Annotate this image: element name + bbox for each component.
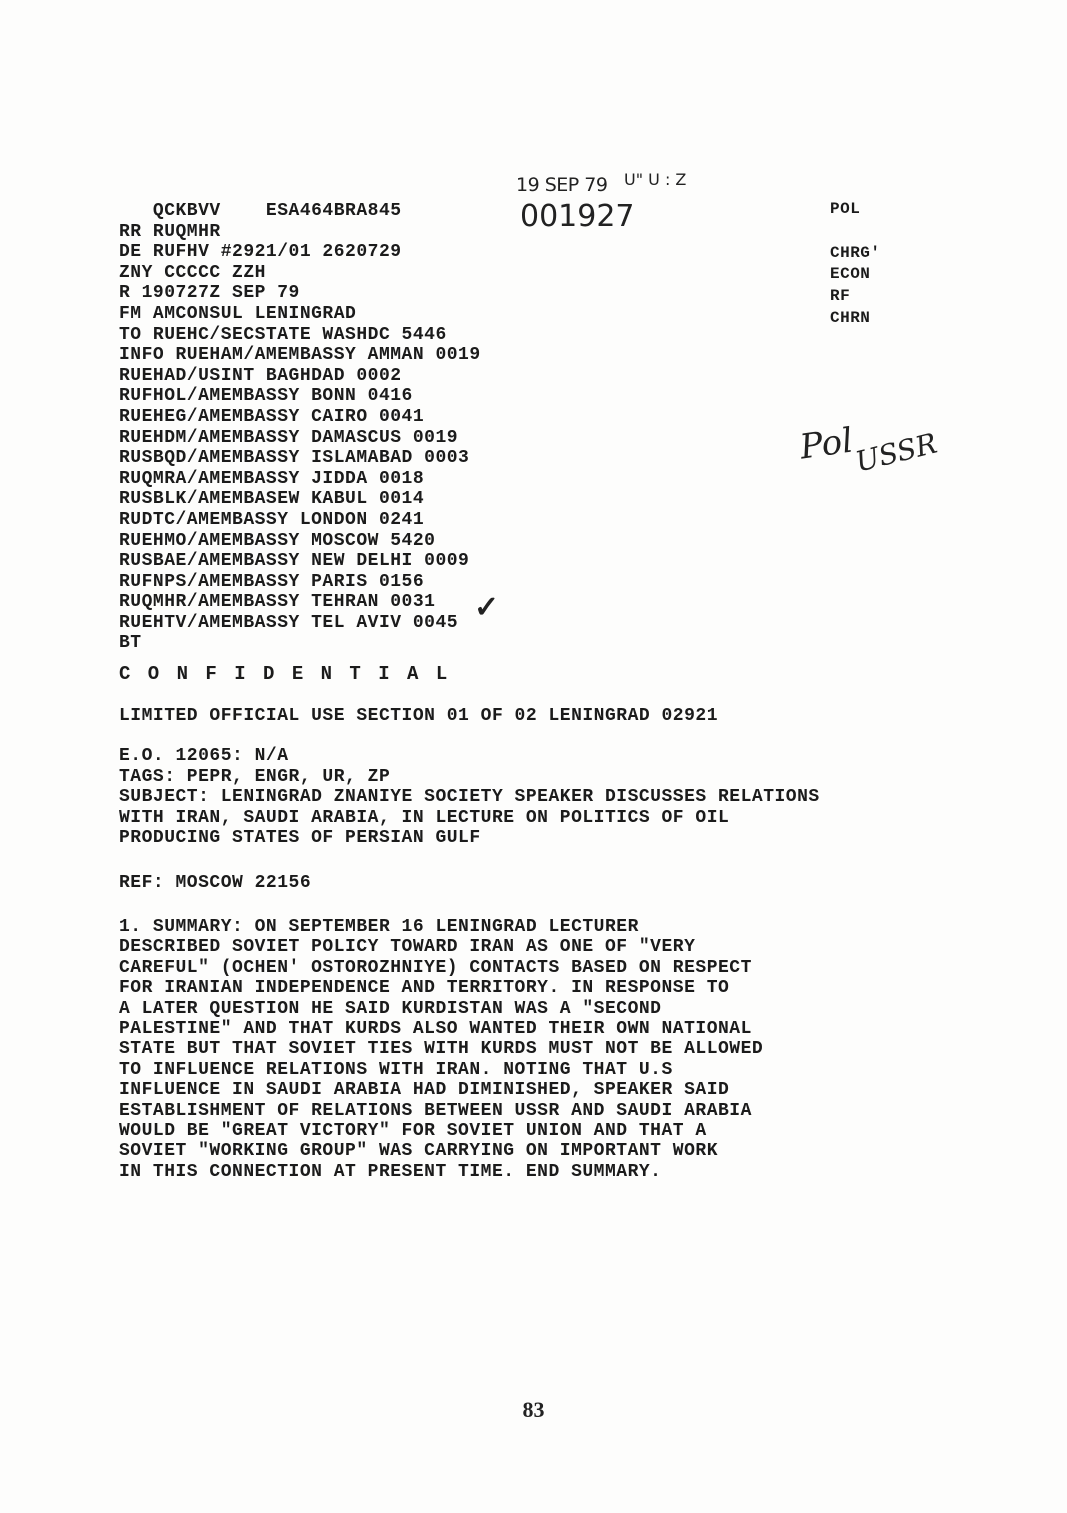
header-line: RUEHEG/AMEMBASSY CAIRO 0041	[119, 406, 425, 427]
handwritten-pol: Pol	[797, 420, 856, 468]
routing-codes	[830, 199, 881, 330]
routing-code	[830, 221, 881, 243]
header-line: RUQMHR/AMEMBASSY TEHRAN 0031	[119, 592, 436, 613]
meta-line: PRODUCING STATES OF PERSIAN GULF	[119, 828, 481, 849]
header-line: TO RUEHC/SECSTATE WASHDC 5446	[119, 324, 447, 345]
limited-official-use-line: LIMITED OFFICIAL USE SECTION 01 OF 02 LENINGRAD 02921	[119, 706, 718, 726]
summary-line: IN THIS CONNECTION AT PRESENT TIME. END SUMMARY.	[119, 1161, 662, 1182]
header-line: RUDTC/AMEMBASSY LONDON 0241	[119, 509, 425, 530]
check-mark: ✓	[474, 590, 500, 625]
header-line: RUSBLK/AMEMBASEW KABUL 0014	[119, 489, 425, 510]
header-line: BT	[119, 633, 142, 654]
routing-code: CHRG'	[830, 243, 881, 262]
handwritten-ussr: USSR	[852, 426, 941, 479]
header-line: RUEHMO/AMEMBASSY MOSCOW 5420	[119, 530, 436, 551]
header-line: RR RUQMHR	[119, 221, 221, 242]
summary-line: SOVIET "WORKING GROUP" WAS CARRYING ON IMPORTANT WORK	[119, 1141, 718, 1162]
summary-line: WOULD BE "GREAT VICTORY" FOR SOVIET UNION AND THAT A	[119, 1121, 707, 1142]
summary-line: CAREFUL" (OCHEN' OSTOROZHNIYE) CONTACTS BASED ON RESPECT	[119, 957, 752, 978]
stamp-extra-marks: U" U : Z	[624, 170, 687, 189]
header-line: R 190727Z SEP 79	[119, 283, 300, 304]
header-line: DE RUFHV #2921/01 2620729	[119, 242, 402, 263]
header-line: INFO RUEHAM/AMEMBASSY AMMAN 0019	[119, 345, 481, 366]
header-line: ZNY CCCCC ZZH	[119, 262, 266, 283]
header-line: QCKBVV ESA464BRA845	[119, 201, 402, 221]
header-block	[119, 201, 481, 654]
header-line: RUFHOL/AMEMBASSY BONN 0416	[119, 386, 413, 407]
header-line: RUSBQD/AMEMBASSY ISLAMABAD 0003	[119, 448, 470, 469]
header-line: RUFNPS/AMEMBASSY PARIS 0156	[119, 571, 425, 592]
routing-code: RF	[830, 287, 851, 306]
header-line: FM AMCONSUL LENINGRAD	[119, 303, 357, 324]
summary-line: 1. SUMMARY: ON SEPTEMBER 16 LENINGRAD LECTURER	[119, 917, 639, 937]
reference-line: REF: MOSCOW 22156	[119, 873, 312, 893]
meta-line: WITH IRAN, SAUDI ARABIA, IN LECTURE ON POLITICS OF OIL	[119, 807, 730, 828]
routing-code: ECON	[830, 265, 871, 284]
meta-line: SUBJECT: LENINGRAD ZNANIYE SOCIETY SPEAKER DISCUSSES RELATIONS	[119, 787, 820, 808]
message-number-stamp: 001927	[520, 199, 635, 234]
routing-code: CHRN	[830, 308, 871, 327]
meta-block	[119, 746, 820, 849]
summary-line: ESTABLISHMENT OF RELATIONS BETWEEN USSR AND SAUDI ARABIA	[119, 1100, 752, 1121]
header-line: RUQMRA/AMEMBASSY JIDDA 0018	[119, 468, 425, 489]
summary-line: FOR IRANIAN INDEPENDENCE AND TERRITORY. IN RESPONSE TO	[119, 978, 730, 999]
meta-line: E.O. 12065: N/A	[119, 746, 289, 766]
header-line: RUEHTV/AMEMBASSY TEL AVIV 0045	[119, 612, 459, 633]
header-line: RUEHAD/USINT BAGHDAD 0002	[119, 365, 402, 386]
routing-code: POL	[830, 200, 861, 218]
header-line: RUSBAE/AMEMBASSY NEW DELHI 0009	[119, 551, 470, 572]
summary-line: DESCRIBED SOVIET POLICY TOWARD IRAN AS ONE OF "VERY	[119, 937, 696, 958]
page-number: 83	[522, 1397, 545, 1422]
summary-line: TO INFLUENCE RELATIONS WITH IRAN. NOTING THAT U.S	[119, 1059, 673, 1080]
classification-line: C O N F I D E N T I A L	[119, 663, 451, 685]
summary-paragraph	[119, 917, 763, 1182]
summary-line: INFLUENCE IN SAUDI ARABIA HAD DIMINISHED, SPEAKER SAID	[119, 1080, 730, 1101]
summary-line: PALESTINE" AND THAT KURDS ALSO WANTED THEIR OWN NATIONAL	[119, 1019, 752, 1040]
received-date-stamp: 19 SEP 79	[516, 174, 608, 196]
summary-line: A LATER QUESTION HE SAID KURDISTAN WAS A "SECOND	[119, 998, 662, 1019]
meta-line: TAGS: PEPR, ENGR, UR, ZP	[119, 766, 391, 787]
header-line: RUEHDM/AMEMBASSY DAMASCUS 0019	[119, 427, 459, 448]
summary-line: STATE BUT THAT SOVIET TIES WITH KURDS MUST NOT BE ALLOWED	[119, 1039, 764, 1060]
